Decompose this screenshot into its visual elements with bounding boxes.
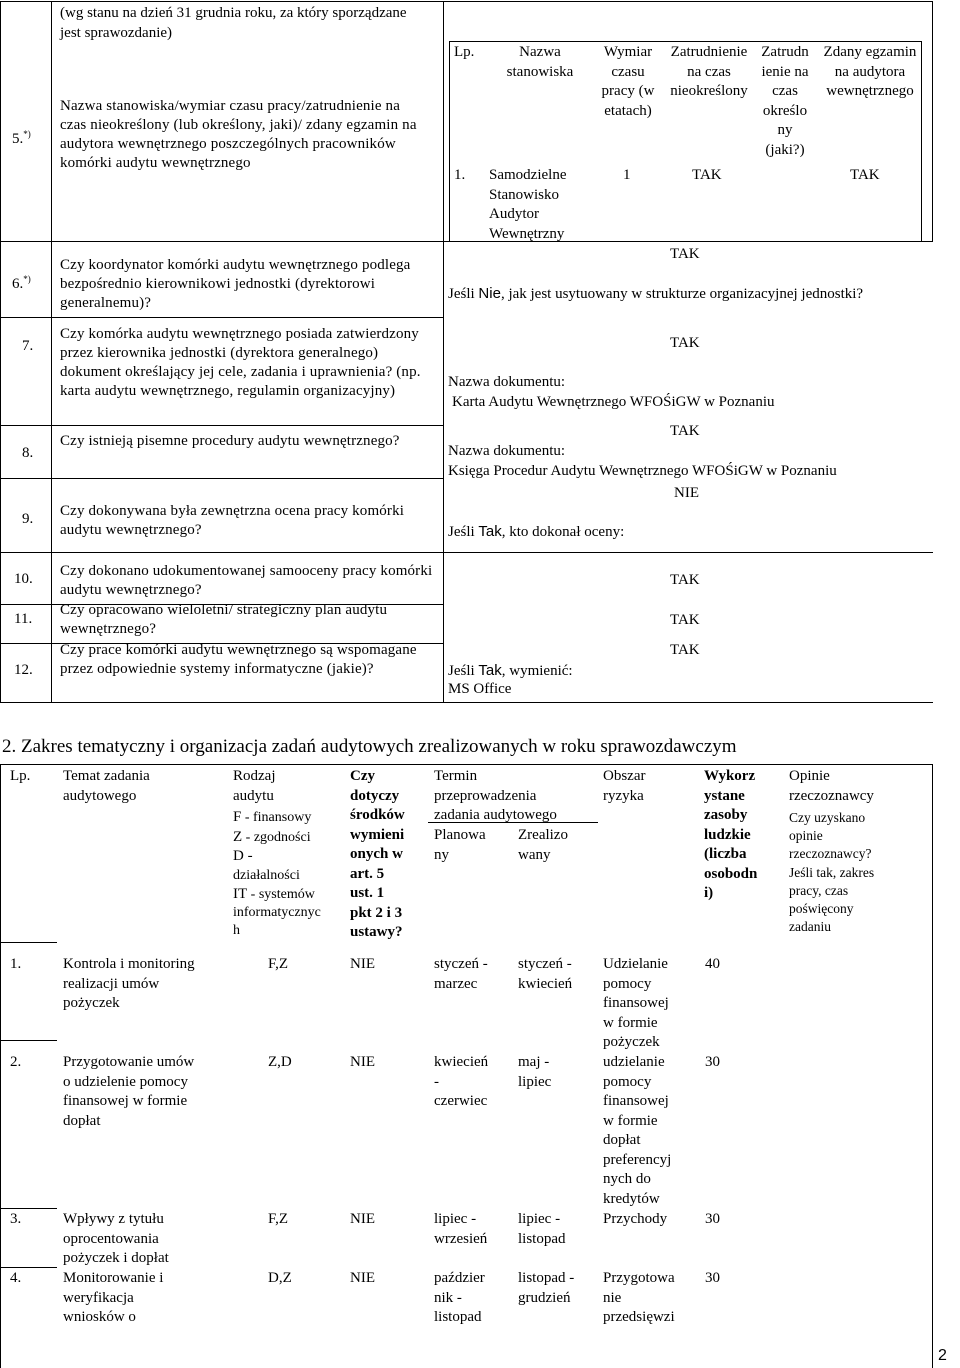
task2-planned: kwiecień - czerwiec: [434, 1054, 489, 1109]
tasks-header-staff: Wykorz ystane zasoby ludzkie (liczba osobodn i): [704, 768, 758, 901]
row5-note: (wg stanu na dzień 31 grudnia roku, za który sporządzane jest sprawozdanie): [60, 5, 407, 41]
task3-lp: 3.: [10, 1211, 22, 1227]
row11-question: Czy opracowano wieloletni/ strategiczny plan audytu wewnętrznego?: [60, 602, 388, 637]
tasks-header-type: Rodzaj audytu F - finansowy Z - zgodności D - działalności IT - systemów informatycznyc h: [233, 768, 321, 938]
task3-days: 30: [705, 1211, 720, 1227]
task1-art: NIE: [350, 956, 375, 972]
row6-answer: TAK: [670, 246, 700, 262]
row5-question: Nazwa stanowiska/wymiar czasu pracy/zatrudnienie na czas nieokreślony (lub określony, jaki)/ zdany egzamin na audytora wewnętrznego poszczególnych pracowników komórki audytu wewnętrznego: [60, 98, 417, 171]
task4-realized: listopad - grudzień: [518, 1270, 575, 1306]
task3-topic: Wpływy z tytułu oprocentowania pożyczek i dopłat: [63, 1211, 169, 1266]
task2-risk: udzielanie pomocy finansowej w formie dopłat preferencyj nych do kredytów: [603, 1054, 672, 1207]
row8-doc-name: Księga Procedur Audytu Wewnętrznego WFOŚiGW w Poznaniu: [448, 463, 837, 479]
task1-days: 40: [705, 956, 720, 972]
staff-row-exam: TAK: [850, 167, 880, 183]
task1-realized: styczeń - kwiecień: [518, 956, 573, 992]
row12-answer: TAK: [670, 642, 700, 658]
row7-answer: TAK: [670, 335, 700, 351]
task1-planned: styczeń - marzec: [434, 956, 488, 992]
row7-doc-name: Karta Audytu Wewnętrznego WFOŚiGW w Poznaniu: [452, 394, 775, 410]
staff-row-lp: 1.: [454, 167, 466, 183]
staff-header-exam: Zdany egzamin na audytora wewnętrznego: [823, 44, 917, 99]
task3-art: NIE: [350, 1211, 375, 1227]
tasks-header-opinion: Opinie rzeczoznawcy Czy uzyskano opinie rzeczoznawcy? Jeśli tak, zakres pracy, czas poświęcony zadaniu: [789, 768, 875, 934]
staff-header-definite: Zatrudn ienie na czas określo ny (jaki?): [761, 44, 809, 158]
row8-question: Czy istnieją pisemne procedury audytu wewnętrznego?: [60, 433, 400, 449]
task2-lp: 2.: [10, 1054, 22, 1070]
row12-question: Czy prace komórki audytu wewnętrznego są wspomagane przez odpowiednie systemy informatyczne (jakie)?: [60, 642, 417, 677]
row10-answer: TAK: [670, 572, 700, 588]
row8-doc-label: Nazwa dokumentu:: [448, 443, 566, 459]
task1-lp: 1.: [10, 956, 22, 972]
task4-planned: paździer nik - listopad: [434, 1270, 485, 1325]
row9-number: 9.: [22, 511, 34, 527]
task3-realized: lipiec - listopad: [518, 1211, 566, 1247]
row5-number: 5.*): [12, 129, 31, 147]
task4-risk: Przygotowa nie przedsięwzi: [603, 1270, 675, 1325]
row10-question: Czy dokonano udokumentowanej samooceny pracy komórki audytu wewnętrznego?: [60, 563, 433, 598]
task3-planned: lipiec - wrzesień: [434, 1211, 488, 1247]
tasks-header-topic: Temat zadania audytowego: [63, 768, 150, 804]
row8-answer: TAK: [670, 423, 700, 439]
task2-type: Z,D: [268, 1054, 292, 1070]
row12-answer2: MS Office: [448, 681, 512, 697]
row9-answer: NIE: [674, 485, 699, 501]
tasks-header-term: Termin przeprowadzenia zadania audytowego: [434, 768, 557, 823]
task2-topic: Przygotowanie umów o udzielenie pomocy finansowej w formie dopłat: [63, 1054, 195, 1129]
staff-header-indefinite: Zatrudnienie na czas nieokreślony: [670, 44, 748, 99]
task1-risk: Udzielanie pomocy finansowej w formie pożyczek: [603, 956, 669, 1050]
task1-type: F,Z: [268, 956, 289, 972]
section2-title: 2. Zakres tematyczny i organizacja zadań audytowych zrealizowanych w roku sprawozdawczym: [2, 736, 737, 757]
row6-number: 6.*): [12, 274, 31, 292]
tasks-header-lp: Lp.: [10, 768, 31, 784]
row9-followup: Jeśli Tak, kto dokonał oceny:: [448, 523, 625, 540]
row12-number: 12.: [14, 662, 33, 678]
row9-question: Czy dokonywana była zewnętrzna ocena pracy komórki audytu wewnętrznego?: [60, 503, 405, 538]
tasks-header-realized: Zrealizo wany: [518, 827, 568, 863]
row7-doc-label: Nazwa dokumentu:: [448, 374, 566, 390]
task4-topic: Monitorowanie i weryfikacja wniosków o: [63, 1270, 164, 1325]
staff-header-fte: Wymiar czasu pracy (w etatach): [601, 44, 655, 119]
task1-topic: Kontrola i monitoring realizacji umów pożyczek: [63, 956, 195, 1011]
row11-answer: TAK: [670, 612, 700, 628]
staff-header-name: Nazwa stanowiska: [506, 44, 574, 80]
tasks-header-art: Czy dotyczy środków wymieni onych w art. 5 ust. 1 pkt 2 i 3 ustawy?: [350, 768, 405, 940]
task2-days: 30: [705, 1054, 720, 1070]
staff-header-lp: Lp.: [454, 44, 475, 60]
staff-row-fte: 1: [623, 167, 631, 183]
task3-type: F,Z: [268, 1211, 289, 1227]
row6-question: Czy koordynator komórki audytu wewnętrznego podlega bezpośrednio kierownikowi jednostki (dyrektorowi generalnemu)?: [60, 257, 411, 311]
tasks-header-planned: Planowa ny: [434, 827, 486, 863]
task4-lp: 4.: [10, 1270, 22, 1286]
task2-art: NIE: [350, 1054, 375, 1070]
row7-question: Czy komórka audytu wewnętrznego posiada zatwierdzony przez kierownika jednostki (dyrektora generalnego) dokument określający jej cele, zadania i uprawnienia? (np. karta audytu wewnętrznego, regulamin organizacyjny): [60, 326, 421, 399]
task4-art: NIE: [350, 1270, 375, 1286]
task4-days: 30: [705, 1270, 720, 1286]
task4-type: D,Z: [268, 1270, 292, 1286]
task2-realized: maj - lipiec: [518, 1054, 552, 1090]
row8-number: 8.: [22, 445, 34, 461]
staff-row-name: Samodzielne Stanowisko Audytor Wewnętrzny: [489, 167, 567, 242]
tasks-header-risk: Obszar ryzyka: [603, 768, 646, 804]
task3-risk: Przychody: [603, 1211, 668, 1227]
row10-number: 10.: [14, 571, 33, 587]
staff-row-indefinite: TAK: [692, 167, 722, 183]
row12-followup: Jeśli Tak, wymienić:: [448, 662, 573, 679]
page-number: 2: [938, 1347, 947, 1364]
row6-followup: Jeśli Nie, jak jest usytuowany w strukturze organizacyjnej jednostki?: [448, 285, 864, 302]
row7-number: 7.: [22, 338, 34, 354]
row11-number: 11.: [14, 611, 33, 627]
